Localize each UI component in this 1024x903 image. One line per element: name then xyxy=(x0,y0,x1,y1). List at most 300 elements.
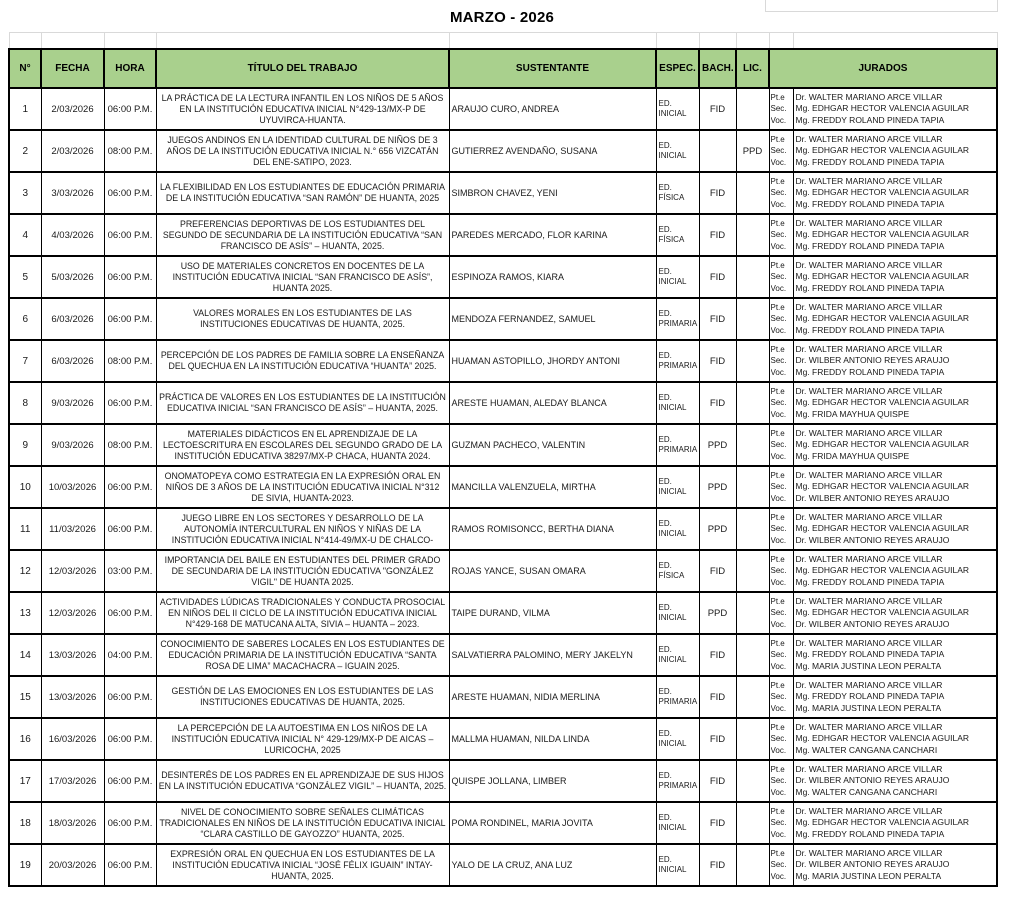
table-row xyxy=(9,634,997,676)
column-header-bach[interactable]: BACH. xyxy=(699,49,736,88)
cell-bachiller[interactable]: FID xyxy=(699,214,736,256)
cell-bachiller[interactable] xyxy=(699,130,736,172)
cell-titulo[interactable]: EXPRESIÓN ORAL EN QUECHUA EN LOS ESTUDIANTES DE LA INSTITUCIÓN EDUCATIVA INICIAL “JOSÉ FÉLIX IGUAIN” INTAY-HUANTA, 2025. xyxy=(156,844,449,886)
cell-fecha[interactable]: 4/03/2026 xyxy=(41,214,104,256)
cell-numero[interactable]: 10 xyxy=(9,466,41,508)
cell-especialidad[interactable]: ED. INICIAL xyxy=(656,466,699,508)
cargo-presidente: Pt.e xyxy=(770,764,785,774)
cell-numero[interactable]: 13 xyxy=(9,592,41,634)
cell-titulo[interactable]: PERCEPCIÓN DE LOS PADRES DE FAMILIA SOBRE LA ENSEÑANZA DEL QUECHUA EN LA INSTITUCIÓN EDUCATIVA “HUANTA” 2025. xyxy=(156,340,449,382)
cell-jurados[interactable] xyxy=(793,676,997,718)
column-header-espec[interactable]: ESPEC. xyxy=(656,49,699,88)
jurado-presidente: Dr. WALTER MARIANO ARCE VILLAR xyxy=(795,469,943,480)
cell-sustentante[interactable]: YALO DE LA CRUZ, ANA LUZ xyxy=(449,844,656,886)
cargo-secretario: Sec. xyxy=(770,188,787,198)
cell-bachiller[interactable]: FID xyxy=(699,88,736,130)
cell-titulo[interactable]: VALORES MORALES EN LOS ESTUDIANTES DE LAS INSTITUCIONES EDUCATIVAS DE HUANTA, 2025. xyxy=(156,298,449,340)
cell-cargos-jurado[interactable] xyxy=(769,172,793,214)
cell-jurados[interactable] xyxy=(793,760,997,802)
cell-bachiller[interactable]: PPD xyxy=(699,466,736,508)
cargo-presidente: Pt.e xyxy=(770,848,785,858)
cargo-secretario: Sec. xyxy=(770,398,787,408)
cell-bachiller[interactable]: PPD xyxy=(699,424,736,466)
cargo-secretario: Sec. xyxy=(770,566,787,576)
cell-sustentante[interactable]: GUZMAN PACHECO, VALENTIN xyxy=(449,424,656,466)
cargo-presidente: Pt.e xyxy=(770,428,785,438)
empty-cell[interactable] xyxy=(769,33,793,50)
jurado-presidente: Dr. WALTER MARIANO ARCE VILLAR xyxy=(795,427,943,438)
cell-licenciatura[interactable] xyxy=(736,214,769,256)
cell-bachiller[interactable]: FID xyxy=(699,256,736,298)
empty-cell[interactable] xyxy=(656,33,699,50)
cell-numero[interactable]: 4 xyxy=(9,214,41,256)
cell-hora[interactable]: 06:00 P.M. xyxy=(104,844,156,886)
cell-licenciatura[interactable] xyxy=(736,802,769,844)
empty-cell[interactable] xyxy=(736,33,769,50)
jurado-secretario: Mg. EDHGAR HECTOR VALENCIA AGUILAR xyxy=(795,145,970,156)
cell-titulo[interactable]: DESINTERÉS DE LOS PADRES EN EL APRENDIZAJE DE SUS HIJOS EN LA INSTITUCIÓN EDUCATIVA “GONZÁLEZ VIGIL” – HUANTA, 2025. xyxy=(156,760,449,802)
cell-sustentante[interactable]: PAREDES MERCADO, FLOR KARINA xyxy=(449,214,656,256)
cell-licenciatura[interactable] xyxy=(736,340,769,382)
jurado-presidente: Dr. WALTER MARIANO ARCE VILLAR xyxy=(795,259,943,270)
cell-cargos-jurado[interactable] xyxy=(769,256,793,298)
cell-especialidad[interactable]: ED. INICIAL xyxy=(656,844,699,886)
cargo-vocal: Voc. xyxy=(770,703,787,713)
cell-bachiller[interactable]: FID xyxy=(699,634,736,676)
cell-licenciatura[interactable] xyxy=(736,760,769,802)
cell-hora[interactable]: 04:00 P.M. xyxy=(104,634,156,676)
cargo-secretario: Sec. xyxy=(770,104,787,114)
cell-jurados[interactable] xyxy=(793,718,997,760)
cell-hora[interactable]: 06:00 P.M. xyxy=(104,676,156,718)
empty-cell[interactable] xyxy=(41,33,104,50)
cell-titulo[interactable]: GESTIÓN DE LAS EMOCIONES EN LOS ESTUDIANTES DE LAS INSTITUCIONES EDUCATIVAS DE HUANTA, 2025. xyxy=(156,676,449,718)
cell-especialidad[interactable]: ED. INICIAL xyxy=(656,382,699,424)
cargo-secretario: Sec. xyxy=(770,230,787,240)
cell-bachiller[interactable]: FID xyxy=(699,676,736,718)
jurado-presidente: Dr. WALTER MARIANO ARCE VILLAR xyxy=(795,679,943,690)
jurado-vocal: Mg. FREDDY ROLAND PINEDA TAPIA xyxy=(795,576,945,587)
cell-jurados[interactable] xyxy=(793,382,997,424)
empty-cell[interactable] xyxy=(104,33,156,50)
empty-cell[interactable] xyxy=(449,33,656,50)
cell-licenciatura[interactable]: PPD xyxy=(736,130,769,172)
cell-jurados[interactable] xyxy=(793,130,997,172)
cell-numero[interactable]: 5 xyxy=(9,256,41,298)
jurado-presidente: Dr. WALTER MARIANO ARCE VILLAR xyxy=(795,763,943,774)
cell-numero[interactable]: 1 xyxy=(9,88,41,130)
cell-jurados[interactable] xyxy=(793,550,997,592)
jurado-vocal: Mg. FREDDY ROLAND PINEDA TAPIA xyxy=(795,156,945,167)
cell-hora[interactable]: 06:00 P.M. xyxy=(104,592,156,634)
cargo-vocal: Voc. xyxy=(770,493,787,503)
cell-especialidad[interactable]: ED. FÍSICA xyxy=(656,172,699,214)
cell-especialidad[interactable]: ED. INICIAL xyxy=(656,88,699,130)
cell-fecha[interactable]: 10/03/2026 xyxy=(41,466,104,508)
jurado-secretario: Dr. WILBER ANTONIO REYES ARAUJO xyxy=(795,355,950,366)
cell-titulo[interactable]: LA PERCEPCIÓN DE LA AUTOESTIMA EN LOS NIÑOS DE LA INSTITUCIÓN EDUCATIVA INICIAL N° 429-129/MX-P DE AICAS – LURICOCHA, 2025 xyxy=(156,718,449,760)
cell-jurados[interactable] xyxy=(793,88,997,130)
cell-sustentante[interactable]: MALLMA HUAMAN, NILDA LINDA xyxy=(449,718,656,760)
table-row xyxy=(9,172,997,214)
cargo-secretario: Sec. xyxy=(770,818,787,828)
jurado-secretario: Mg. EDHGAR HECTOR VALENCIA AGUILAR xyxy=(795,271,970,282)
cell-licenciatura[interactable] xyxy=(736,172,769,214)
cell-bachiller[interactable]: FID xyxy=(699,844,736,886)
cell-numero[interactable]: 12 xyxy=(9,550,41,592)
cell-especialidad[interactable]: ED. INICIAL xyxy=(656,802,699,844)
cell-fecha[interactable]: 13/03/2026 xyxy=(41,676,104,718)
empty-cell[interactable] xyxy=(156,33,449,50)
cell-numero[interactable]: 15 xyxy=(9,676,41,718)
cell-sustentante[interactable]: ESPINOZA RAMOS, KIARA xyxy=(449,256,656,298)
cell-licenciatura[interactable] xyxy=(736,718,769,760)
cell-licenciatura[interactable] xyxy=(736,508,769,550)
cell-bachiller[interactable]: FID xyxy=(699,298,736,340)
jurado-secretario: Mg. EDHGAR HECTOR VALENCIA AGUILAR xyxy=(795,397,970,408)
jurado-presidente: Dr. WALTER MARIANO ARCE VILLAR xyxy=(795,721,943,732)
cell-hora[interactable]: 06:00 P.M. xyxy=(104,466,156,508)
cell-hora[interactable]: 03:00 P.M. xyxy=(104,550,156,592)
cargo-secretario: Sec. xyxy=(770,272,787,282)
cell-hora[interactable]: 06:00 P.M. xyxy=(104,214,156,256)
cell-licenciatura[interactable] xyxy=(736,88,769,130)
cell-hora[interactable]: 06:00 P.M. xyxy=(104,88,156,130)
cell-jurados[interactable] xyxy=(793,802,997,844)
table-row xyxy=(9,466,997,508)
page-title: MARZO - 2026 xyxy=(449,9,555,26)
cell-titulo[interactable]: PRÁCTICA DE VALORES EN LOS ESTUDIANTES DE LA INSTITUCIÓN EDUCATIVA INICIAL “SAN FRANCISCO DE ASÍS” – HUANTA, 2025. xyxy=(156,382,449,424)
cell-sustentante[interactable]: QUISPE JOLLANA, LIMBER xyxy=(449,760,656,802)
cell-cargos-jurado[interactable] xyxy=(769,382,793,424)
cargo-secretario: Sec. xyxy=(770,482,787,492)
empty-cell[interactable] xyxy=(793,33,997,50)
cargo-presidente: Pt.e xyxy=(770,806,785,816)
cell-cargos-jurado[interactable] xyxy=(769,298,793,340)
cell-hora[interactable]: 06:00 P.M. xyxy=(104,508,156,550)
cell-titulo[interactable]: JUEGOS ANDINOS EN LA IDENTIDAD CULTURAL DE NIÑOS DE 3 AÑOS DE LA INSTITUCIÓN EDUCATIVA INICIAL N.° 656 VIZCATÁN DEL ENE-SATIPO, 2023. xyxy=(156,130,449,172)
cell-licenciatura[interactable] xyxy=(736,592,769,634)
cell-hora[interactable]: 06:00 P.M. xyxy=(104,382,156,424)
cell-numero[interactable]: 16 xyxy=(9,718,41,760)
cell-fecha[interactable]: 6/03/2026 xyxy=(41,298,104,340)
cell-bachiller[interactable]: FID xyxy=(699,718,736,760)
cell-especialidad[interactable]: ED. FÍSICA xyxy=(656,550,699,592)
cargo-presidente: Pt.e xyxy=(770,722,785,732)
jurado-vocal: Mg. WALTER CANGANA CANCHARI xyxy=(795,744,938,755)
cell-fecha[interactable]: 5/03/2026 xyxy=(41,256,104,298)
cell-especialidad[interactable]: ED. PRIMARIA xyxy=(656,760,699,802)
cargo-vocal: Voc. xyxy=(770,157,787,167)
empty-grid-row xyxy=(9,33,997,50)
cell-jurados[interactable] xyxy=(793,424,997,466)
cargo-presidente: Pt.e xyxy=(770,92,785,102)
cargo-secretario: Sec. xyxy=(770,692,787,702)
cell-hora[interactable]: 08:00 P.M. xyxy=(104,424,156,466)
cargo-secretario: Sec. xyxy=(770,146,787,156)
jurado-vocal: Mg. FREDDY ROLAND PINEDA TAPIA xyxy=(795,198,945,209)
cell-especialidad[interactable]: ED. PRIMARIA xyxy=(656,340,699,382)
cell-jurados[interactable] xyxy=(793,172,997,214)
jurado-presidente: Dr. WALTER MARIANO ARCE VILLAR xyxy=(795,301,943,312)
cell-jurados[interactable] xyxy=(793,466,997,508)
cell-jurados[interactable] xyxy=(793,634,997,676)
cell-bachiller[interactable]: PPD xyxy=(699,508,736,550)
cell-fecha[interactable]: 11/03/2026 xyxy=(41,508,104,550)
jurado-secretario: Mg. EDHGAR HECTOR VALENCIA AGUILAR xyxy=(795,607,970,618)
cell-licenciatura[interactable] xyxy=(736,634,769,676)
cell-jurados[interactable] xyxy=(793,214,997,256)
cargo-vocal: Voc. xyxy=(770,619,787,629)
cell-jurados[interactable] xyxy=(793,508,997,550)
cell-especialidad[interactable]: ED. INICIAL xyxy=(656,256,699,298)
cell-numero[interactable]: 11 xyxy=(9,508,41,550)
cargo-vocal: Voc. xyxy=(770,577,787,587)
cell-cargos-jurado[interactable] xyxy=(769,760,793,802)
cell-titulo[interactable]: LA FLEXIBILIDAD EN LOS ESTUDIANTES DE EDUCACIÓN PRIMARIA DE LA INSTITUCIÓN EDUCATIVA “SAN RAMÓN” DE HUANTA, 2025 xyxy=(156,172,449,214)
jurado-secretario: Mg. EDHGAR HECTOR VALENCIA AGUILAR xyxy=(795,313,970,324)
cargo-secretario: Sec. xyxy=(770,608,787,618)
cell-numero[interactable]: 18 xyxy=(9,802,41,844)
jurado-presidente: Dr. WALTER MARIANO ARCE VILLAR xyxy=(795,637,943,648)
cell-titulo[interactable]: LA PRÁCTICA DE LA LECTURA INFANTIL EN LOS NIÑOS DE 5 AÑOS EN LA INSTITUCIÓN EDUCATIVA INICIAL N°429-13/MX-P DE UYUVIRCA-HUANTA. xyxy=(156,88,449,130)
cell-bachiller[interactable]: PPD xyxy=(699,592,736,634)
jurado-presidente: Dr. WALTER MARIANO ARCE VILLAR xyxy=(795,385,943,396)
cell-sustentante[interactable]: HUAMAN ASTOPILLO, JHORDY ANTONI xyxy=(449,340,656,382)
column-header-titulo[interactable]: TÍTULO DEL TRABAJO xyxy=(156,49,449,88)
cell-especialidad[interactable]: ED. PRIMARIA xyxy=(656,298,699,340)
table-row xyxy=(9,298,997,340)
cargo-vocal: Voc. xyxy=(770,871,787,881)
jurado-presidente: Dr. WALTER MARIANO ARCE VILLAR xyxy=(795,553,943,564)
table-row xyxy=(9,130,997,172)
cell-numero[interactable]: 6 xyxy=(9,298,41,340)
cell-cargos-jurado[interactable] xyxy=(769,802,793,844)
cell-licenciatura[interactable] xyxy=(736,844,769,886)
cell-sustentante[interactable]: ARESTE HUAMAN, ALEDAY BLANCA xyxy=(449,382,656,424)
cell-sustentante[interactable]: ARESTE HUAMAN, NIDIA MERLINA xyxy=(449,676,656,718)
cell-sustentante[interactable]: SALVATIERRA PALOMINO, MERY JAKELYN xyxy=(449,634,656,676)
cell-jurados[interactable] xyxy=(793,340,997,382)
cell-titulo[interactable]: USO DE MATERIALES CONCRETOS EN DOCENTES DE LA INSTITUCIÓN EDUCATIVA INICIAL “SAN FRANCISCO DE ASÍS”, HUANTA 2025. xyxy=(156,256,449,298)
cell-numero[interactable]: 19 xyxy=(9,844,41,886)
cell-sustentante[interactable]: MANCILLA VALENZUELA, MIRTHA xyxy=(449,466,656,508)
cell-titulo[interactable]: MATERIALES DIDÁCTICOS EN EL APRENDIZAJE DE LA LECTOESCRITURA EN ESCOLARES DEL SEGUNDO GRADO DE LA INSTITUCIÓN EDUCATIVA 38297/MX-P CHACA, HUANTA 2024. xyxy=(156,424,449,466)
cell-cargos-jurado[interactable] xyxy=(769,634,793,676)
cell-hora[interactable]: 06:00 P.M. xyxy=(104,718,156,760)
schedule-table xyxy=(8,32,998,887)
cargo-secretario: Sec. xyxy=(770,440,787,450)
cargo-secretario: Sec. xyxy=(770,356,787,366)
cell-sustentante[interactable]: TAIPE DURAND, VILMA xyxy=(449,592,656,634)
cell-fecha[interactable]: 3/03/2026 xyxy=(41,172,104,214)
cell-fecha[interactable]: 9/03/2026 xyxy=(41,424,104,466)
cargo-vocal: Voc. xyxy=(770,367,787,377)
cargo-vocal: Voc. xyxy=(770,283,787,293)
cell-cargos-jurado[interactable] xyxy=(769,592,793,634)
cell-licenciatura[interactable] xyxy=(736,466,769,508)
jurado-presidente: Dr. WALTER MARIANO ARCE VILLAR xyxy=(795,805,943,816)
cell-fecha[interactable]: 12/03/2026 xyxy=(41,550,104,592)
jurado-vocal: Mg. FRIDA MAYHUA QUISPE xyxy=(795,450,910,461)
cell-cargos-jurado[interactable] xyxy=(769,340,793,382)
cell-titulo[interactable]: ACTIVIDADES LÚDICAS TRADICIONALES Y CONDUCTA PROSOCIAL EN NIÑOS DEL II CICLO DE LA INSTITUCIÓN EDUCATIVA INICIAL N°429-168 DE MATUCANA ALTA, SIVIA – HUANTA – 2023. xyxy=(156,592,449,634)
jurado-secretario: Mg. EDHGAR HECTOR VALENCIA AGUILAR xyxy=(795,229,970,240)
cell-numero[interactable]: 2 xyxy=(9,130,41,172)
cell-especialidad[interactable]: ED. INICIAL xyxy=(656,130,699,172)
column-header-fecha[interactable]: FECHA xyxy=(41,49,104,88)
jurado-vocal: Mg. MARIA JUSTINA LEON PERALTA xyxy=(795,660,942,671)
cell-hora[interactable]: 06:00 P.M. xyxy=(104,172,156,214)
cell-fecha[interactable]: 9/03/2026 xyxy=(41,382,104,424)
jurado-presidente: Dr. WALTER MARIANO ARCE VILLAR xyxy=(795,175,943,186)
cell-fecha[interactable]: 2/03/2026 xyxy=(41,130,104,172)
cell-cargos-jurado[interactable] xyxy=(769,844,793,886)
header-row xyxy=(9,49,997,88)
column-header-sustentante[interactable]: SUSTENTANTE xyxy=(449,49,656,88)
cell-numero[interactable]: 3 xyxy=(9,172,41,214)
cell-titulo[interactable]: IMPORTANCIA DEL BAILE EN ESTUDIANTES DEL PRIMER GRADO DE SECUNDARIA DE LA INSTITUCIÓN EDUCATIVA "GONZÁLEZ VIGIL" DE HUANTA 2025. xyxy=(156,550,449,592)
cell-fecha[interactable]: 20/03/2026 xyxy=(41,844,104,886)
table-row xyxy=(9,844,997,886)
cell-jurados[interactable] xyxy=(793,844,997,886)
cell-numero[interactable]: 8 xyxy=(9,382,41,424)
cell-hora[interactable]: 06:00 P.M. xyxy=(104,802,156,844)
cargo-presidente: Pt.e xyxy=(770,386,785,396)
cell-hora[interactable]: 06:00 P.M. xyxy=(104,760,156,802)
cell-numero[interactable]: 9 xyxy=(9,424,41,466)
cell-especialidad[interactable]: ED. FÍSICA xyxy=(656,214,699,256)
jurado-vocal: Mg. FREDDY ROLAND PINEDA TAPIA xyxy=(795,240,945,251)
cell-fecha[interactable]: 6/03/2026 xyxy=(41,340,104,382)
cell-numero[interactable]: 17 xyxy=(9,760,41,802)
cell-especialidad[interactable]: ED. INICIAL xyxy=(656,508,699,550)
table-row xyxy=(9,256,997,298)
table-row xyxy=(9,550,997,592)
cell-cargos-jurado[interactable] xyxy=(769,466,793,508)
cell-titulo[interactable]: CONOCIMIENTO DE SABERES LOCALES EN LOS ESTUDIANTES DE EDUCACIÓN PRIMARIA DE LA INSTITUCIÓN EDUCATIVA “SANTA ROSA DE LIMA” MACACHACRA – IGUAIN 2025. xyxy=(156,634,449,676)
cell-cargos-jurado[interactable] xyxy=(769,88,793,130)
cell-bachiller[interactable]: FID xyxy=(699,382,736,424)
cell-cargos-jurado[interactable] xyxy=(769,424,793,466)
cell-titulo[interactable]: PREFERENCIAS DEPORTIVAS DE LOS ESTUDIANTES DEL SEGUNDO DE SECUNDARIA DE LA INSTITUCIÓN EDUCATIVA “SAN FRANCISCO DE ASÍS” – HUANTA, 2025. xyxy=(156,214,449,256)
jurado-vocal: Mg. FREDDY ROLAND PINEDA TAPIA xyxy=(795,324,945,335)
column-header-hora[interactable]: HORA xyxy=(104,49,156,88)
jurado-presidente: Dr. WALTER MARIANO ARCE VILLAR xyxy=(795,91,943,102)
table-row xyxy=(9,382,997,424)
cell-sustentante[interactable]: ARAUJO CURO, ANDREA xyxy=(449,88,656,130)
cell-especialidad[interactable]: ED. INICIAL xyxy=(656,592,699,634)
cell-licenciatura[interactable] xyxy=(736,676,769,718)
column-header-jurados[interactable]: JURADOS xyxy=(769,49,997,88)
cell-sustentante[interactable]: SIMBRON CHAVEZ, YENI xyxy=(449,172,656,214)
cell-cargos-jurado[interactable] xyxy=(769,550,793,592)
cell-bachiller[interactable]: FID xyxy=(699,340,736,382)
cell-sustentante[interactable]: POMA RONDINEL, MARIA JOVITA xyxy=(449,802,656,844)
cell-titulo[interactable]: NIVEL DE CONOCIMIENTO SOBRE SEÑALES CLIMÁTICAS TRADICIONALES EN NIÑOS DE LA INSTITUCIÓN EDUCATIVA INICIAL “CLARA CASTILLO DE GAYOZZO” HUANTA, 2025. xyxy=(156,802,449,844)
cell-bachiller[interactable]: FID xyxy=(699,760,736,802)
cell-fecha[interactable]: 2/03/2026 xyxy=(41,88,104,130)
jurado-secretario: Mg. EDHGAR HECTOR VALENCIA AGUILAR xyxy=(795,565,970,576)
cell-cargos-jurado[interactable] xyxy=(769,130,793,172)
cell-bachiller[interactable]: FID xyxy=(699,802,736,844)
cell-licenciatura[interactable] xyxy=(736,382,769,424)
cell-sustentante[interactable]: MENDOZA FERNANDEZ, SAMUEL xyxy=(449,298,656,340)
cell-especialidad[interactable]: ED. INICIAL xyxy=(656,634,699,676)
cell-numero[interactable]: 7 xyxy=(9,340,41,382)
cargo-vocal: Voc. xyxy=(770,451,787,461)
cell-hora[interactable]: 08:00 P.M. xyxy=(104,130,156,172)
table-row xyxy=(9,718,997,760)
table-row xyxy=(9,802,997,844)
cell-especialidad[interactable]: ED. PRIMARIA xyxy=(656,424,699,466)
column-header-lic[interactable]: LIC. xyxy=(736,49,769,88)
cell-titulo[interactable]: JUEGO LIBRE EN LOS SECTORES Y DESARROLLO DE LA AUTONOMÍA INTERCULTURAL EN NIÑOS Y NIÑAS DE LA INSTITUCIÓN EDUCATIVA INICIAL N°414-49/MX-U DE CHALCO- xyxy=(156,508,449,550)
cell-fecha[interactable]: 16/03/2026 xyxy=(41,718,104,760)
jurado-vocal: Dr. WILBER ANTONIO REYES ARAUJO xyxy=(795,618,950,629)
cell-hora[interactable]: 08:00 P.M. xyxy=(104,340,156,382)
cell-licenciatura[interactable] xyxy=(736,256,769,298)
cell-bachiller[interactable]: FID xyxy=(699,550,736,592)
cell-sustentante[interactable]: ROJAS YANCE, SUSAN OMARA xyxy=(449,550,656,592)
cell-licenciatura[interactable] xyxy=(736,424,769,466)
jurado-secretario: Mg. EDHGAR HECTOR VALENCIA AGUILAR xyxy=(795,481,970,492)
cell-licenciatura[interactable] xyxy=(736,298,769,340)
cell-cargos-jurado[interactable] xyxy=(769,676,793,718)
cell-jurados[interactable] xyxy=(793,592,997,634)
cargo-presidente: Pt.e xyxy=(770,344,785,354)
cell-sustentante[interactable]: GUTIERREZ AVENDAÑO, SUSANA xyxy=(449,130,656,172)
cargo-secretario: Sec. xyxy=(770,314,787,324)
jurado-secretario: Mg. EDHGAR HECTOR VALENCIA AGUILAR xyxy=(795,523,970,534)
cell-hora[interactable]: 06:00 P.M. xyxy=(104,298,156,340)
cell-fecha[interactable]: 18/03/2026 xyxy=(41,802,104,844)
cargo-presidente: Pt.e xyxy=(770,512,785,522)
jurado-vocal: Mg. FREDDY ROLAND PINEDA TAPIA xyxy=(795,282,945,293)
cell-fecha[interactable]: 13/03/2026 xyxy=(41,634,104,676)
cargo-presidente: Pt.e xyxy=(770,302,785,312)
cell-hora[interactable]: 06:00 P.M. xyxy=(104,256,156,298)
cell-bachiller[interactable]: FID xyxy=(699,172,736,214)
jurado-vocal: Mg. FREDDY ROLAND PINEDA TAPIA xyxy=(795,828,945,839)
cargo-presidente: Pt.e xyxy=(770,638,785,648)
empty-cell[interactable] xyxy=(699,33,736,50)
cargo-secretario: Sec. xyxy=(770,524,787,534)
cell-especialidad[interactable]: ED. INICIAL xyxy=(656,718,699,760)
table-row xyxy=(9,340,997,382)
cell-fecha[interactable]: 17/03/2026 xyxy=(41,760,104,802)
cell-cargos-jurado[interactable] xyxy=(769,718,793,760)
cell-licenciatura[interactable] xyxy=(736,550,769,592)
column-header-numero[interactable]: N° xyxy=(9,49,41,88)
jurado-vocal: Mg. FREDDY ROLAND PINEDA TAPIA xyxy=(795,114,945,125)
cargo-secretario: Sec. xyxy=(770,650,787,660)
cell-titulo[interactable]: ONOMATOPEYA COMO ESTRATEGIA EN LA EXPRESIÓN ORAL EN NIÑOS DE 3 AÑOS DE LA INSTITUCIÓN EDUCATIVA INICIAL N°312 DE SIVIA, HUANTA-2023. xyxy=(156,466,449,508)
cargo-vocal: Voc. xyxy=(770,325,787,335)
cell-numero[interactable]: 14 xyxy=(9,634,41,676)
cell-fecha[interactable]: 12/03/2026 xyxy=(41,592,104,634)
empty-cell[interactable] xyxy=(9,33,41,50)
cargo-presidente: Pt.e xyxy=(770,554,785,564)
cell-especialidad[interactable]: ED. PRIMARIA xyxy=(656,676,699,718)
cell-cargos-jurado[interactable] xyxy=(769,508,793,550)
cell-cargos-jurado[interactable] xyxy=(769,214,793,256)
cell-sustentante[interactable]: RAMOS ROMISONCC, BERTHA DIANA xyxy=(449,508,656,550)
cell-jurados[interactable] xyxy=(793,298,997,340)
cell-jurados[interactable] xyxy=(793,256,997,298)
cargo-presidente: Pt.e xyxy=(770,134,785,144)
table-row xyxy=(9,760,997,802)
